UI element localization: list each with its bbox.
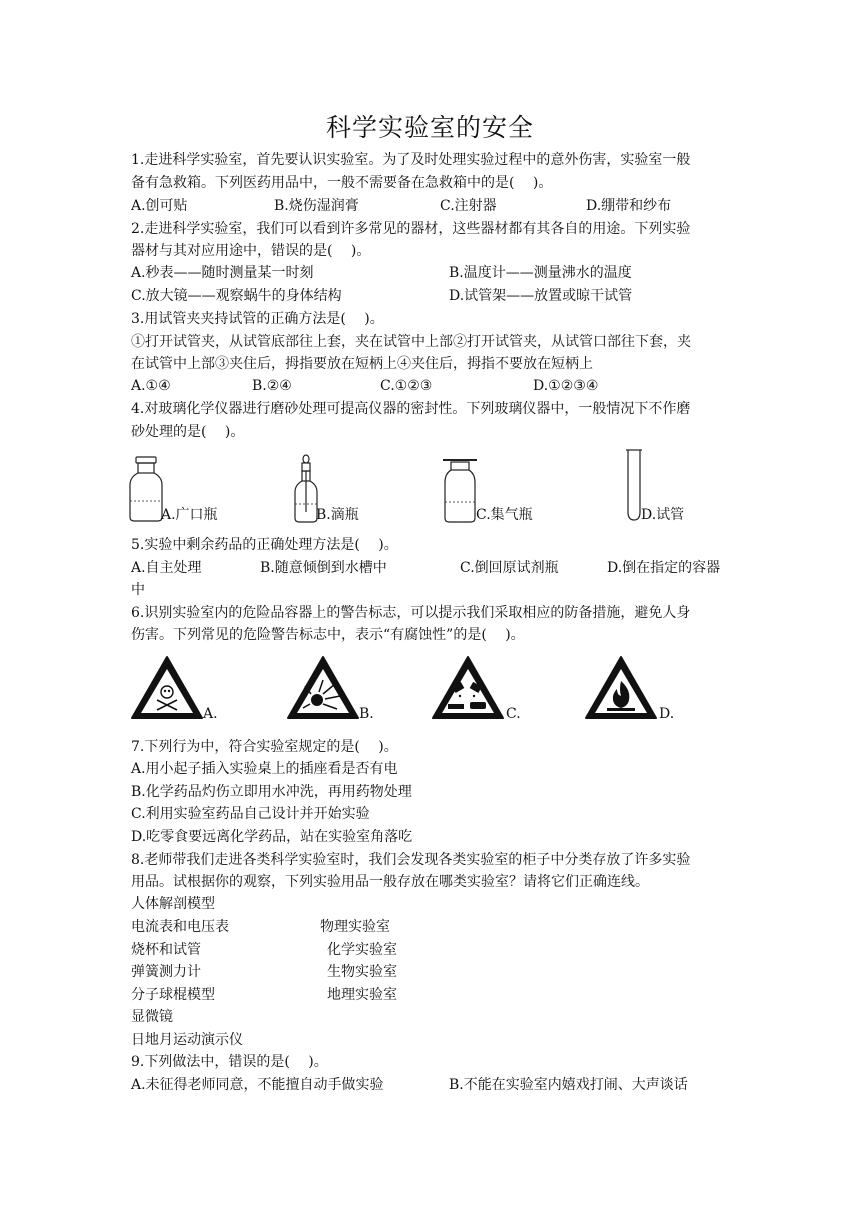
q8-lab: 生物实验室 (327, 964, 397, 980)
q3-option-b: B.②④ (252, 378, 292, 394)
gas-collecting-jar-icon (441, 456, 481, 524)
q1-stem-line1: 1.走进科学实验室，首先要认识实验室。为了及时处理实验过程中的意外伤害，实验室一般 (131, 152, 691, 168)
q1-option-a: A.创可贴 (131, 198, 188, 214)
q6-stem-line2: 伤害。下列常见的危险警告标志中，表示“有腐蚀性”的是( )。 (131, 627, 525, 643)
q7-option-d: D.吃零食要远离化学药品，站在实验室角落吃 (131, 829, 413, 845)
q7-option-b: B.化学药品灼伤立即用水冲洗，再用药物处理 (131, 784, 412, 800)
q6-stem-line1: 6.识别实验室内的危险品容器上的警告标志，可以提示我们采取相应的防备措施，避免人身 (131, 605, 691, 621)
q5-option-a: A.自主处理 (131, 560, 202, 576)
explosive-warning-sign-icon (285, 654, 361, 722)
q6-option-c: C. (506, 706, 521, 722)
q9-option-b: B.不能在实验室内嬉戏打闹、大声谈话 (449, 1077, 688, 1093)
q8-item: 日地月运动演示仪 (131, 1032, 243, 1048)
q2-stem-line1: 2.走进科学实验室，我们可以看到许多常见的器材，这些器材都有其各自的用途。下列实验 (131, 221, 691, 237)
page-title: 科学实验室的安全 (325, 113, 534, 142)
q6-option-a: A. (203, 706, 218, 722)
q8-item: 人体解剖模型 (131, 896, 215, 912)
q3-stem-line2: ①打开试管夹，从试管底部往上套，夹在试管中上部②打开试管夹，从试管口部往下套，夹 (131, 334, 691, 350)
q4-stem-line2: 砂处理的是( )。 (131, 424, 245, 440)
q4-option-c: C.集气瓶 (476, 507, 533, 523)
q1-stem-line2: 备有急救箱。下列医药用品中，一般不需要备在急救箱中的是( )。 (131, 175, 553, 191)
q3-option-d: D.①②③④ (533, 378, 599, 394)
q3-option-a: A.①④ (131, 378, 171, 394)
q8-lab: 化学实验室 (327, 942, 397, 958)
q9-option-a: A.未征得老师同意，不能擅自动手做实验 (131, 1077, 384, 1093)
q4-stem-line1: 4.对玻璃化学仪器进行磨砂处理可提高仪器的密封性。下列玻璃仪器中，一般情况下不作磨 (131, 401, 691, 417)
q1-option-b: B.烧伤湿润膏 (274, 198, 359, 214)
q3-stem-line1: 3.用试管夹夹持试管的正确方法是( )。 (131, 311, 384, 327)
q2-option-a: A.秒表——随时测量某一时刻 (131, 265, 314, 281)
q1-option-d: D.绷带和纱布 (586, 198, 672, 214)
wide-mouth-bottle-icon (126, 455, 166, 523)
q4-option-d: D.试管 (641, 507, 685, 523)
q8-stem-line1: 8.老师带我们走进各类科学实验室时，我们会发现各类实验室的柜子中分类存放了许多实验 (131, 852, 691, 868)
q5-option-d: D.倒在指定的容器 (607, 560, 721, 576)
q3-stem-line3: 在试管中上部③夹住后，拇指要放在短柄上④夹住后，拇指不要放在短柄上 (131, 356, 593, 372)
q4-option-a: A.广口瓶 (161, 507, 218, 523)
q6-option-d: D. (659, 706, 675, 722)
q5-stem-line1: 5.实验中剩余药品的正确处理方法是( )。 (131, 537, 398, 553)
q9-stem: 9.下列做法中，错误的是( )。 (131, 1054, 328, 1070)
q7-option-a: A.用小起子插入实验桌上的插座看是否有电 (131, 761, 398, 777)
q5-option-d-continued: 中 (131, 582, 145, 598)
q8-item: 电流表和电压表 (131, 919, 229, 935)
q8-stem-line2: 用品。试根据你的观察，下列实验用品一般存放在哪类实验室？请将它们正确连线。 (131, 874, 649, 890)
q6-option-b: B. (359, 706, 374, 722)
q8-lab: 物理实验室 (320, 919, 390, 935)
q2-option-b: B.温度计——测量沸水的温度 (449, 265, 632, 281)
q7-stem: 7.下列行为中，符合实验室规定的是( )。 (131, 739, 398, 755)
q1-option-c: C.注射器 (440, 198, 497, 214)
q8-item: 显微镜 (131, 1009, 173, 1025)
q8-item: 弹簧测力计 (131, 964, 201, 980)
q2-stem-line2: 器材与其对应用途中，错误的是( )。 (131, 243, 371, 259)
q8-item: 烧杯和试管 (131, 942, 201, 958)
q7-option-c: C.利用实验室药品自己设计并开始实验 (131, 806, 370, 822)
q8-lab: 地理实验室 (327, 987, 397, 1003)
q8-item: 分子球棍模型 (131, 987, 215, 1003)
corrosive-warning-sign-icon (430, 654, 506, 722)
q2-option-c: C.放大镜——观察蜗牛的身体结构 (131, 288, 342, 304)
q2-option-d: D.试管架——放置或晾干试管 (449, 288, 633, 304)
q4-option-b: B.滴瓶 (316, 507, 359, 523)
q5-option-b: B.随意倾倒到水槽中 (260, 560, 387, 576)
toxic-warning-sign-icon (129, 654, 205, 722)
q5-option-c: C.倒回原试剂瓶 (460, 560, 559, 576)
q3-option-c: C.①②③ (380, 378, 433, 394)
flammable-warning-sign-icon (583, 654, 659, 722)
